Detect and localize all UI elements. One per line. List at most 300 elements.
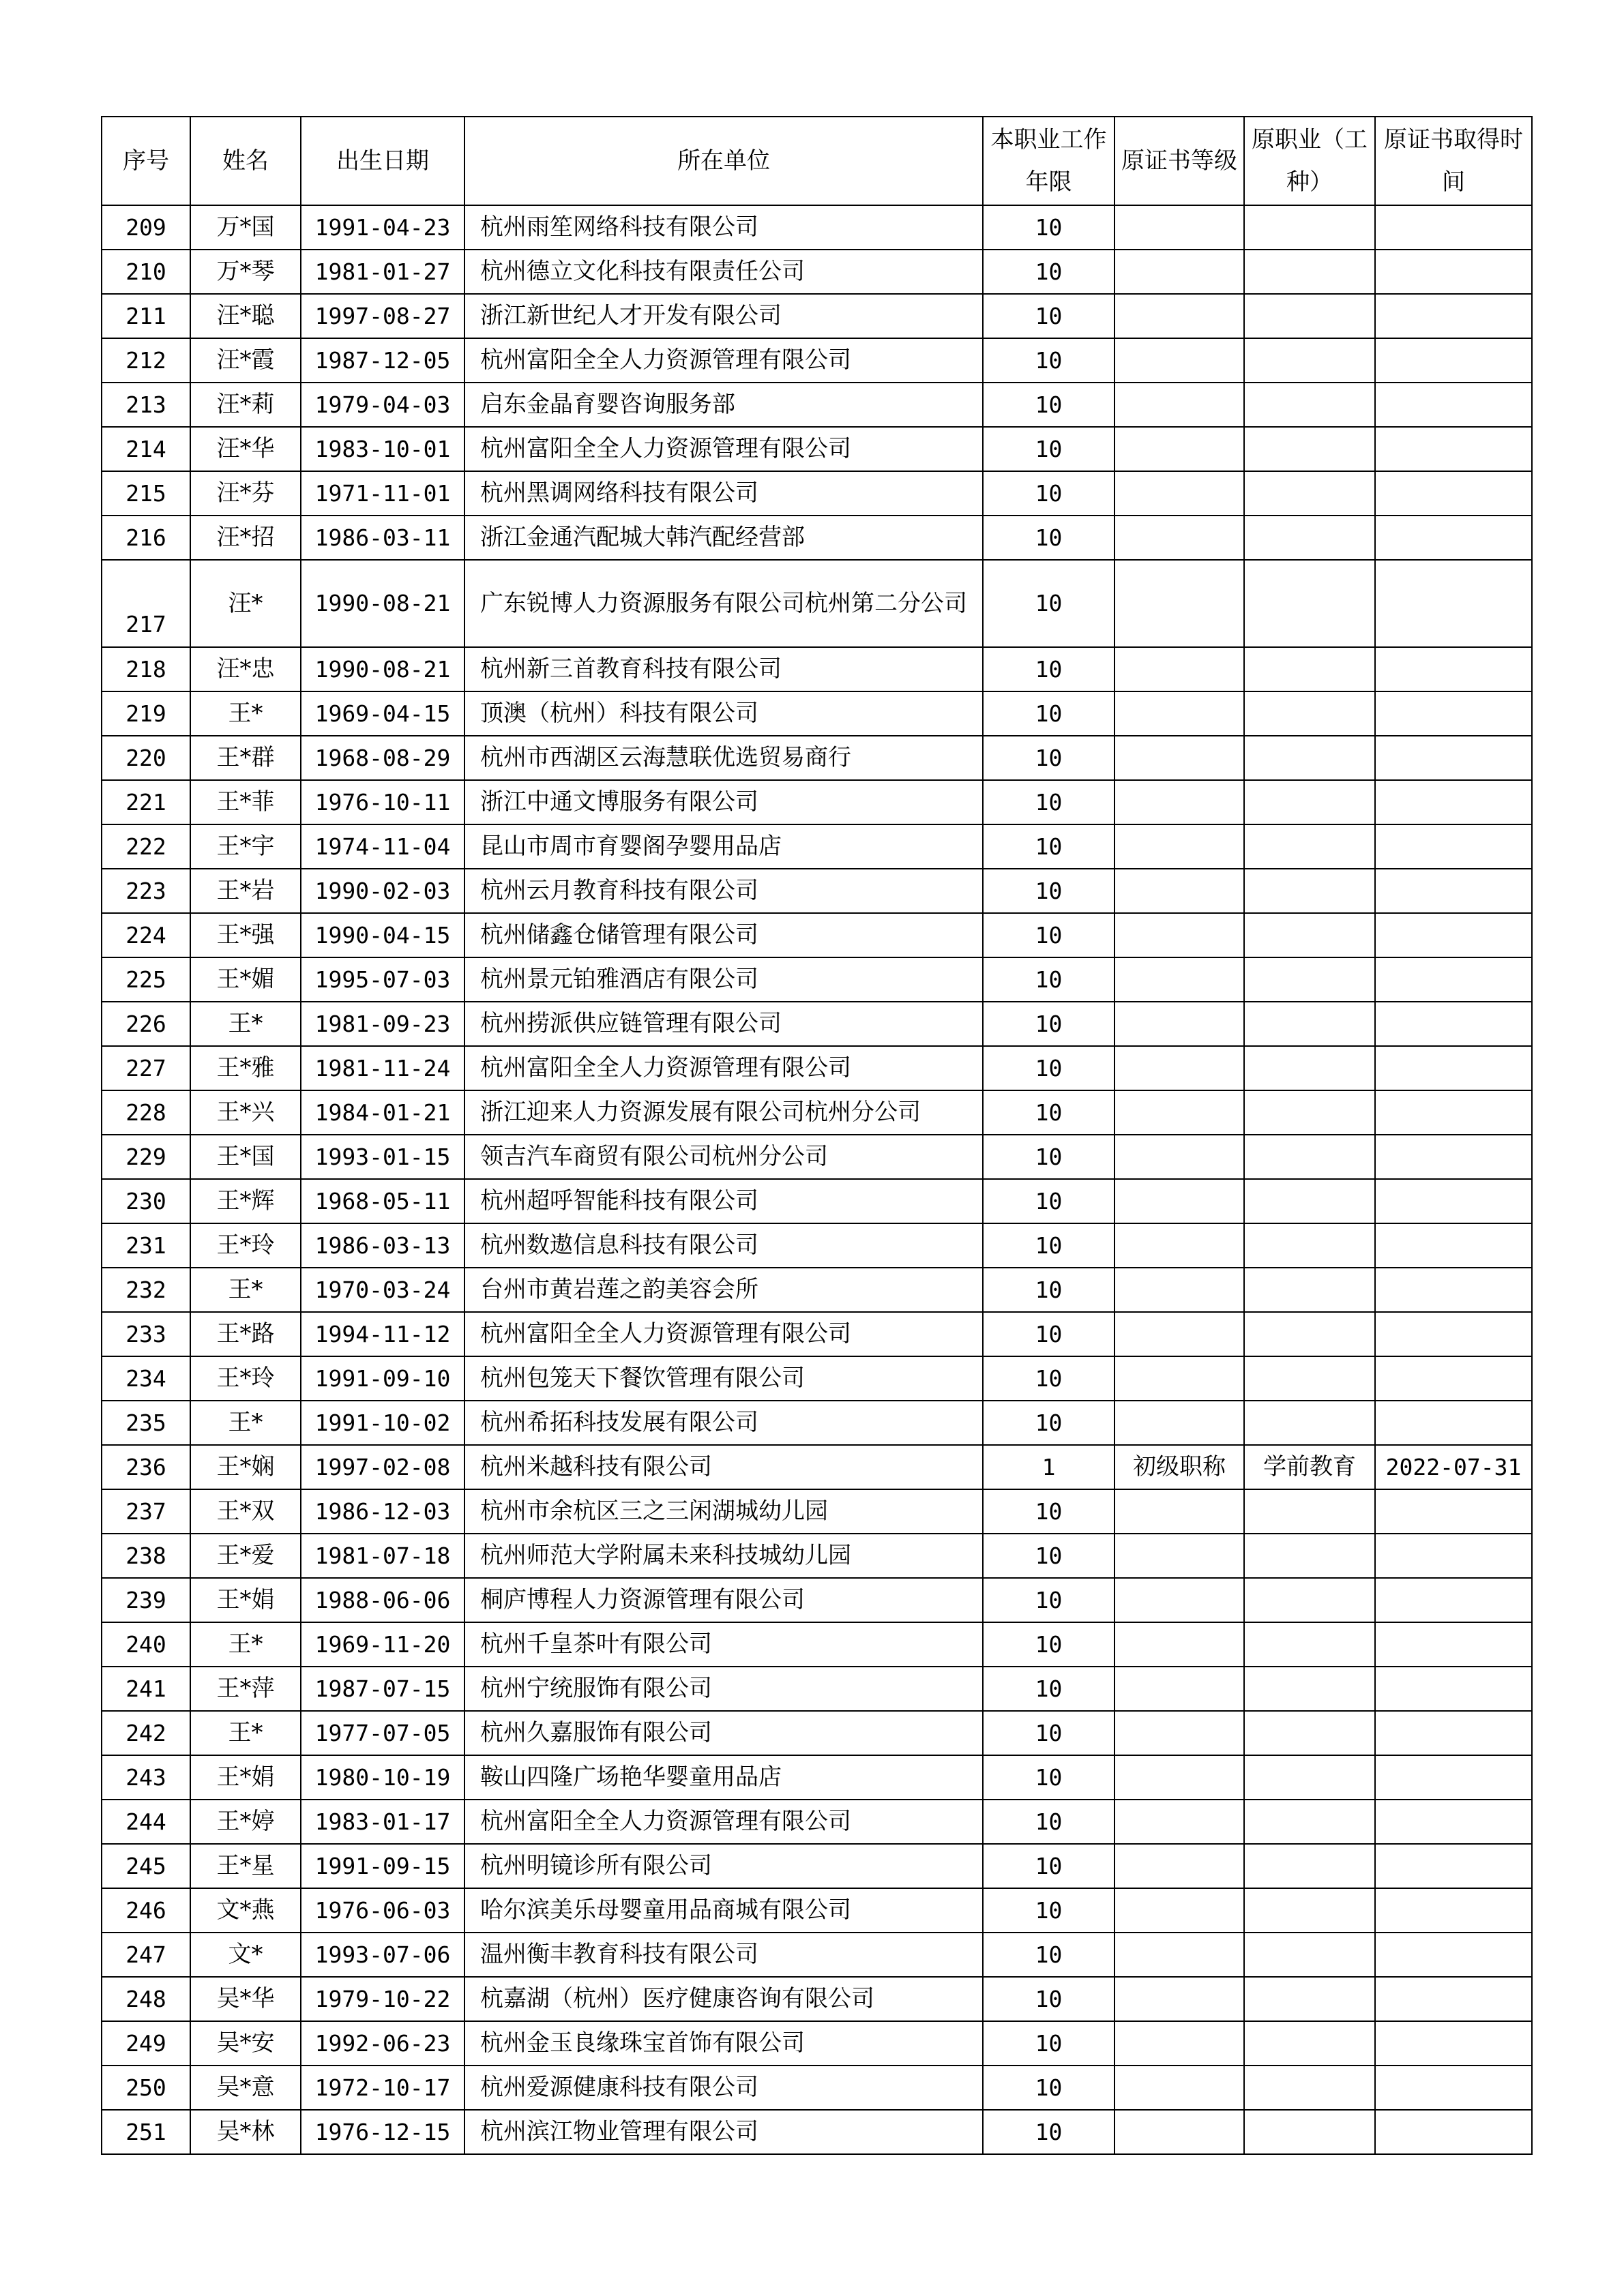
cell-seq: 212: [102, 338, 190, 383]
cell-original-occupation: [1244, 913, 1375, 957]
cell-name: 王*娟: [190, 1755, 301, 1800]
cell-unit: 杭州储鑫仓储管理有限公司: [464, 913, 983, 957]
table-row: [102, 1534, 1532, 1578]
cell-unit: 杭州富阳全全人力资源管理有限公司: [464, 1800, 983, 1844]
cell-name: 汪*莉: [190, 383, 301, 427]
table-row: [102, 736, 1532, 780]
cell-unit: 杭州富阳全全人力资源管理有限公司: [464, 1312, 983, 1356]
table-row: [102, 1223, 1532, 1268]
cell-seq: 245: [102, 1844, 190, 1888]
cell-original-cert-grade: [1114, 957, 1244, 1002]
cell-original-occupation: [1244, 1223, 1375, 1268]
cell-unit: 鞍山四隆广场艳华婴童用品店: [464, 1755, 983, 1800]
cell-original-cert-time: [1375, 1401, 1532, 1445]
cell-unit: 杭州金玉良缘珠宝首饰有限公司: [464, 2021, 983, 2066]
cell-unit: 杭州包笼天下餐饮管理有限公司: [464, 1356, 983, 1401]
cell-work-years: 10: [983, 1401, 1114, 1445]
cell-work-years: 10: [983, 560, 1114, 647]
cell-seq: 244: [102, 1800, 190, 1844]
cell-name: 王*玲: [190, 1356, 301, 1401]
cell-original-cert-time: [1375, 780, 1532, 824]
cell-name: 王*双: [190, 1489, 301, 1534]
cell-unit: 广东锐博人力资源服务有限公司杭州第二分公司: [464, 560, 983, 647]
cell-original-cert-time: [1375, 1755, 1532, 1800]
cell-birth-date: 1986-03-11: [301, 516, 464, 560]
cell-birth-date: 1990-04-15: [301, 913, 464, 957]
cell-seq: 210: [102, 250, 190, 294]
cell-work-years: 10: [983, 647, 1114, 691]
header-original-cert-grade: 原证书等级: [1114, 117, 1244, 205]
cell-birth-date: 1997-02-08: [301, 1445, 464, 1489]
cell-original-occupation: [1244, 1356, 1375, 1401]
cell-original-occupation: [1244, 427, 1375, 471]
cell-original-cert-time: [1375, 1223, 1532, 1268]
cell-seq: 249: [102, 2021, 190, 2066]
cell-original-occupation: [1244, 250, 1375, 294]
cell-original-occupation: [1244, 1667, 1375, 1711]
cell-birth-date: 1981-11-24: [301, 1046, 464, 1090]
cell-birth-date: 1994-11-12: [301, 1312, 464, 1356]
cell-original-occupation: [1244, 1622, 1375, 1667]
cell-work-years: 10: [983, 691, 1114, 736]
cell-original-cert-grade: [1114, 691, 1244, 736]
cell-birth-date: 1968-05-11: [301, 1179, 464, 1223]
cell-name: 王*兴: [190, 1090, 301, 1135]
table-row: [102, 516, 1532, 560]
table-row: [102, 1844, 1532, 1888]
cell-work-years: 10: [983, 869, 1114, 913]
cell-name: 文*燕: [190, 1888, 301, 1933]
cell-original-cert-time: [1375, 1179, 1532, 1223]
cell-unit: 杭州超呼智能科技有限公司: [464, 1179, 983, 1223]
table-row: [102, 1046, 1532, 1090]
cell-birth-date: 1979-10-22: [301, 1977, 464, 2021]
cell-name: 王*娴: [190, 1445, 301, 1489]
cell-original-cert-time: [1375, 471, 1532, 516]
cell-original-occupation: [1244, 2021, 1375, 2066]
cell-original-cert-time: [1375, 736, 1532, 780]
cell-birth-date: 1981-09-23: [301, 1002, 464, 1046]
cell-original-cert-time: [1375, 1046, 1532, 1090]
cell-original-occupation: [1244, 1755, 1375, 1800]
cell-unit: 杭州景元铂雅酒店有限公司: [464, 957, 983, 1002]
cell-original-occupation: [1244, 560, 1375, 647]
cell-original-cert-time: [1375, 691, 1532, 736]
cell-original-occupation: [1244, 516, 1375, 560]
cell-original-cert-grade: [1114, 1578, 1244, 1622]
header-original-occupation: 原职业（工种）: [1244, 117, 1375, 205]
table-row: [102, 471, 1532, 516]
cell-original-cert-time: [1375, 1268, 1532, 1312]
table-row: [102, 691, 1532, 736]
table-row: [102, 1312, 1532, 1356]
cell-original-occupation: [1244, 1489, 1375, 1534]
cell-original-occupation: [1244, 471, 1375, 516]
cell-seq: 238: [102, 1534, 190, 1578]
cell-name: 王*群: [190, 736, 301, 780]
cell-seq: 240: [102, 1622, 190, 1667]
cell-original-occupation: [1244, 338, 1375, 383]
cell-original-cert-time: 2022-07-31: [1375, 1445, 1532, 1489]
cell-original-cert-time: [1375, 1977, 1532, 2021]
cell-name: 吴*林: [190, 2110, 301, 2154]
cell-seq: 237: [102, 1489, 190, 1534]
cell-seq: 215: [102, 471, 190, 516]
table-row: [102, 1622, 1532, 1667]
cell-original-occupation: [1244, 736, 1375, 780]
cell-name: 王*: [190, 691, 301, 736]
cell-original-cert-grade: [1114, 1622, 1244, 1667]
cell-birth-date: 1988-06-06: [301, 1578, 464, 1622]
cell-unit: 杭州富阳全全人力资源管理有限公司: [464, 427, 983, 471]
cell-seq: 248: [102, 1977, 190, 2021]
cell-unit: 杭州明镜诊所有限公司: [464, 1844, 983, 1888]
cell-name: 王*宇: [190, 824, 301, 869]
cell-original-cert-time: [1375, 427, 1532, 471]
cell-seq: 235: [102, 1401, 190, 1445]
cell-work-years: 10: [983, 205, 1114, 250]
cell-name: 王*国: [190, 1135, 301, 1179]
header-name: 姓名: [190, 117, 301, 205]
cell-work-years: 10: [983, 1933, 1114, 1977]
cell-original-occupation: [1244, 1711, 1375, 1755]
table-row: [102, 2021, 1532, 2066]
cell-original-cert-time: [1375, 647, 1532, 691]
cell-birth-date: 1976-10-11: [301, 780, 464, 824]
cell-birth-date: 1972-10-17: [301, 2066, 464, 2110]
cell-name: 王*婷: [190, 1800, 301, 1844]
cell-work-years: 10: [983, 913, 1114, 957]
cell-name: 王*: [190, 1711, 301, 1755]
cell-birth-date: 1995-07-03: [301, 957, 464, 1002]
cell-original-occupation: [1244, 1090, 1375, 1135]
table-row: [102, 869, 1532, 913]
cell-original-cert-time: [1375, 1622, 1532, 1667]
cell-original-cert-grade: [1114, 1755, 1244, 1800]
cell-original-cert-grade: [1114, 2110, 1244, 2154]
cell-original-cert-grade: [1114, 516, 1244, 560]
cell-unit: 昆山市周市育婴阁孕婴用品店: [464, 824, 983, 869]
cell-original-cert-time: [1375, 1356, 1532, 1401]
cell-unit: 杭州希拓科技发展有限公司: [464, 1401, 983, 1445]
cell-original-cert-grade: [1114, 1135, 1244, 1179]
cell-name: 王*: [190, 1401, 301, 1445]
cell-unit: 浙江新世纪人才开发有限公司: [464, 294, 983, 338]
cell-original-cert-grade: [1114, 2066, 1244, 2110]
cell-birth-date: 1984-01-21: [301, 1090, 464, 1135]
cell-original-cert-grade: [1114, 1534, 1244, 1578]
cell-original-cert-time: [1375, 957, 1532, 1002]
cell-work-years: 10: [983, 427, 1114, 471]
table-body: [102, 205, 1532, 2154]
cell-seq: 226: [102, 1002, 190, 1046]
cell-unit: 启东金晶育婴咨询服务部: [464, 383, 983, 427]
cell-birth-date: 1991-04-23: [301, 205, 464, 250]
cell-work-years: 10: [983, 383, 1114, 427]
cell-birth-date: 1976-12-15: [301, 2110, 464, 2154]
cell-seq: 251: [102, 2110, 190, 2154]
cell-name: 王*辉: [190, 1179, 301, 1223]
table-row: [102, 1933, 1532, 1977]
cell-original-occupation: [1244, 1135, 1375, 1179]
cell-work-years: 10: [983, 1489, 1114, 1534]
cell-original-occupation: [1244, 1268, 1375, 1312]
table-row: [102, 1977, 1532, 2021]
cell-original-cert-time: [1375, 1312, 1532, 1356]
cell-original-cert-grade: [1114, 1002, 1244, 1046]
cell-work-years: 10: [983, 1090, 1114, 1135]
cell-seq: 209: [102, 205, 190, 250]
cell-original-occupation: [1244, 1578, 1375, 1622]
cell-unit: 杭州千皇茶叶有限公司: [464, 1622, 983, 1667]
cell-birth-date: 1977-07-05: [301, 1711, 464, 1755]
cell-seq: 236: [102, 1445, 190, 1489]
cell-original-occupation: [1244, 780, 1375, 824]
cell-seq: 216: [102, 516, 190, 560]
cell-original-occupation: [1244, 1179, 1375, 1223]
cell-original-occupation: [1244, 647, 1375, 691]
table-row: [102, 1268, 1532, 1312]
cell-seq: 225: [102, 957, 190, 1002]
cell-original-cert-time: [1375, 1933, 1532, 1977]
cell-original-cert-time: [1375, 2021, 1532, 2066]
cell-work-years: 10: [983, 780, 1114, 824]
cell-original-cert-grade: [1114, 1667, 1244, 1711]
table-row: [102, 913, 1532, 957]
cell-work-years: 10: [983, 1312, 1114, 1356]
cell-name: 王*岩: [190, 869, 301, 913]
table-row: [102, 205, 1532, 250]
cell-original-cert-time: [1375, 383, 1532, 427]
cell-unit: 杭州米越科技有限公司: [464, 1445, 983, 1489]
cell-original-cert-time: [1375, 250, 1532, 294]
table-row: [102, 1489, 1532, 1534]
cell-original-occupation: [1244, 2110, 1375, 2154]
cell-original-cert-time: [1375, 560, 1532, 647]
cell-name: 吴*意: [190, 2066, 301, 2110]
cell-original-cert-time: [1375, 516, 1532, 560]
cell-birth-date: 1969-11-20: [301, 1622, 464, 1667]
cell-name: 王*爱: [190, 1534, 301, 1578]
table-row: [102, 1090, 1532, 1135]
cell-birth-date: 1991-09-15: [301, 1844, 464, 1888]
cell-original-cert-time: [1375, 913, 1532, 957]
table-row: [102, 560, 1532, 647]
cell-original-cert-grade: [1114, 780, 1244, 824]
cell-original-cert-time: [1375, 2066, 1532, 2110]
cell-original-occupation: 学前教育: [1244, 1445, 1375, 1489]
cell-birth-date: 1986-03-13: [301, 1223, 464, 1268]
cell-seq: 228: [102, 1090, 190, 1135]
cell-birth-date: 1997-08-27: [301, 294, 464, 338]
cell-birth-date: 1980-10-19: [301, 1755, 464, 1800]
cell-work-years: 10: [983, 1711, 1114, 1755]
roster-table: [101, 116, 1533, 2155]
cell-work-years: 10: [983, 2021, 1114, 2066]
roster-sheet: [101, 116, 1531, 2155]
table-row: [102, 957, 1532, 1002]
cell-original-cert-time: [1375, 205, 1532, 250]
cell-original-cert-grade: [1114, 338, 1244, 383]
cell-name: 王*雅: [190, 1046, 301, 1090]
cell-seq: 224: [102, 913, 190, 957]
table-row: [102, 1401, 1532, 1445]
cell-original-cert-grade: [1114, 560, 1244, 647]
cell-seq: 243: [102, 1755, 190, 1800]
cell-birth-date: 1979-04-03: [301, 383, 464, 427]
cell-birth-date: 1976-06-03: [301, 1888, 464, 1933]
cell-original-cert-time: [1375, 294, 1532, 338]
cell-seq: 234: [102, 1356, 190, 1401]
cell-original-occupation: [1244, 1046, 1375, 1090]
table-row: [102, 2110, 1532, 2154]
cell-work-years: 10: [983, 1844, 1114, 1888]
table-row: [102, 1711, 1532, 1755]
cell-work-years: 10: [983, 1179, 1114, 1223]
cell-original-cert-grade: 初级职称: [1114, 1445, 1244, 1489]
cell-name: 王*: [190, 1622, 301, 1667]
cell-original-occupation: [1244, 691, 1375, 736]
cell-seq: 221: [102, 780, 190, 824]
cell-original-cert-time: [1375, 338, 1532, 383]
cell-name: 万*国: [190, 205, 301, 250]
cell-work-years: 10: [983, 1135, 1114, 1179]
cell-name: 王*: [190, 1002, 301, 1046]
cell-seq: 233: [102, 1312, 190, 1356]
cell-name: 王*强: [190, 913, 301, 957]
cell-work-years: 10: [983, 1534, 1114, 1578]
table-row: [102, 427, 1532, 471]
cell-work-years: 10: [983, 1002, 1114, 1046]
cell-seq: 220: [102, 736, 190, 780]
table-row: [102, 1578, 1532, 1622]
cell-original-cert-grade: [1114, 1356, 1244, 1401]
cell-birth-date: 1987-07-15: [301, 1667, 464, 1711]
cell-work-years: 10: [983, 1622, 1114, 1667]
header-row: [102, 117, 1532, 205]
cell-original-occupation: [1244, 294, 1375, 338]
cell-work-years: 10: [983, 2066, 1114, 2110]
cell-original-cert-time: [1375, 1578, 1532, 1622]
cell-seq: 230: [102, 1179, 190, 1223]
cell-original-cert-time: [1375, 1800, 1532, 1844]
cell-unit: 杭州久嘉服饰有限公司: [464, 1711, 983, 1755]
cell-unit: 浙江中通文博服务有限公司: [464, 780, 983, 824]
cell-original-cert-grade: [1114, 2021, 1244, 2066]
table-row: [102, 2066, 1532, 2110]
cell-original-cert-grade: [1114, 1711, 1244, 1755]
header-unit: 所在单位: [464, 117, 983, 205]
cell-work-years: 1: [983, 1445, 1114, 1489]
cell-unit: 杭州捞派供应链管理有限公司: [464, 1002, 983, 1046]
cell-original-occupation: [1244, 1977, 1375, 2021]
cell-original-cert-time: [1375, 1489, 1532, 1534]
table-row: [102, 1445, 1532, 1489]
cell-original-cert-grade: [1114, 1888, 1244, 1933]
cell-unit: 杭州市余杭区三之三闲湖城幼儿园: [464, 1489, 983, 1534]
cell-original-occupation: [1244, 2066, 1375, 2110]
cell-original-cert-time: [1375, 1534, 1532, 1578]
cell-name: 王*路: [190, 1312, 301, 1356]
cell-original-cert-time: [1375, 1844, 1532, 1888]
table-row: [102, 1800, 1532, 1844]
cell-birth-date: 1986-12-03: [301, 1489, 464, 1534]
cell-unit: 杭州黑调网络科技有限公司: [464, 471, 983, 516]
cell-work-years: 10: [983, 1755, 1114, 1800]
table-row: [102, 250, 1532, 294]
header-seq: 序号: [102, 117, 190, 205]
table-row: [102, 1356, 1532, 1401]
cell-original-cert-time: [1375, 869, 1532, 913]
cell-original-cert-time: [1375, 824, 1532, 869]
cell-work-years: 10: [983, 1223, 1114, 1268]
cell-work-years: 10: [983, 338, 1114, 383]
cell-unit: 杭嘉湖（杭州）医疗健康咨询有限公司: [464, 1977, 983, 2021]
cell-original-occupation: [1244, 1534, 1375, 1578]
cell-original-cert-grade: [1114, 1401, 1244, 1445]
cell-original-cert-grade: [1114, 1090, 1244, 1135]
cell-work-years: 10: [983, 824, 1114, 869]
table-row: [102, 647, 1532, 691]
cell-unit: 顶澳（杭州）科技有限公司: [464, 691, 983, 736]
cell-seq: 232: [102, 1268, 190, 1312]
table-row: [102, 1135, 1532, 1179]
cell-original-cert-time: [1375, 1711, 1532, 1755]
cell-birth-date: 1990-08-21: [301, 647, 464, 691]
cell-work-years: 10: [983, 2110, 1114, 2154]
cell-original-cert-time: [1375, 1135, 1532, 1179]
cell-name: 王*娟: [190, 1578, 301, 1622]
cell-work-years: 10: [983, 1667, 1114, 1711]
cell-work-years: 10: [983, 736, 1114, 780]
cell-work-years: 10: [983, 250, 1114, 294]
cell-original-occupation: [1244, 205, 1375, 250]
table-row: [102, 338, 1532, 383]
cell-original-cert-grade: [1114, 1800, 1244, 1844]
cell-unit: 杭州富阳全全人力资源管理有限公司: [464, 1046, 983, 1090]
cell-name: 王*萍: [190, 1667, 301, 1711]
cell-name: 吴*华: [190, 1977, 301, 2021]
cell-original-cert-time: [1375, 1667, 1532, 1711]
cell-seq: 222: [102, 824, 190, 869]
cell-birth-date: 1992-06-23: [301, 2021, 464, 2066]
cell-work-years: 10: [983, 1888, 1114, 1933]
cell-original-occupation: [1244, 869, 1375, 913]
cell-original-cert-grade: [1114, 383, 1244, 427]
cell-name: 汪*芬: [190, 471, 301, 516]
cell-name: 汪*华: [190, 427, 301, 471]
cell-unit: 杭州德立文化科技有限责任公司: [464, 250, 983, 294]
table-row: [102, 1888, 1532, 1933]
cell-seq: 247: [102, 1933, 190, 1977]
cell-seq: 223: [102, 869, 190, 913]
cell-work-years: 10: [983, 1578, 1114, 1622]
cell-original-occupation: [1244, 1888, 1375, 1933]
cell-original-cert-grade: [1114, 1179, 1244, 1223]
cell-seq: 211: [102, 294, 190, 338]
cell-name: 汪*聪: [190, 294, 301, 338]
cell-birth-date: 1990-02-03: [301, 869, 464, 913]
cell-original-occupation: [1244, 824, 1375, 869]
table-row: [102, 780, 1532, 824]
cell-work-years: 10: [983, 471, 1114, 516]
cell-unit: 杭州爱源健康科技有限公司: [464, 2066, 983, 2110]
cell-unit: 杭州新三首教育科技有限公司: [464, 647, 983, 691]
cell-original-cert-grade: [1114, 736, 1244, 780]
cell-seq: 231: [102, 1223, 190, 1268]
cell-seq: 241: [102, 1667, 190, 1711]
header-original-cert-time: 原证书取得时间: [1375, 117, 1532, 205]
